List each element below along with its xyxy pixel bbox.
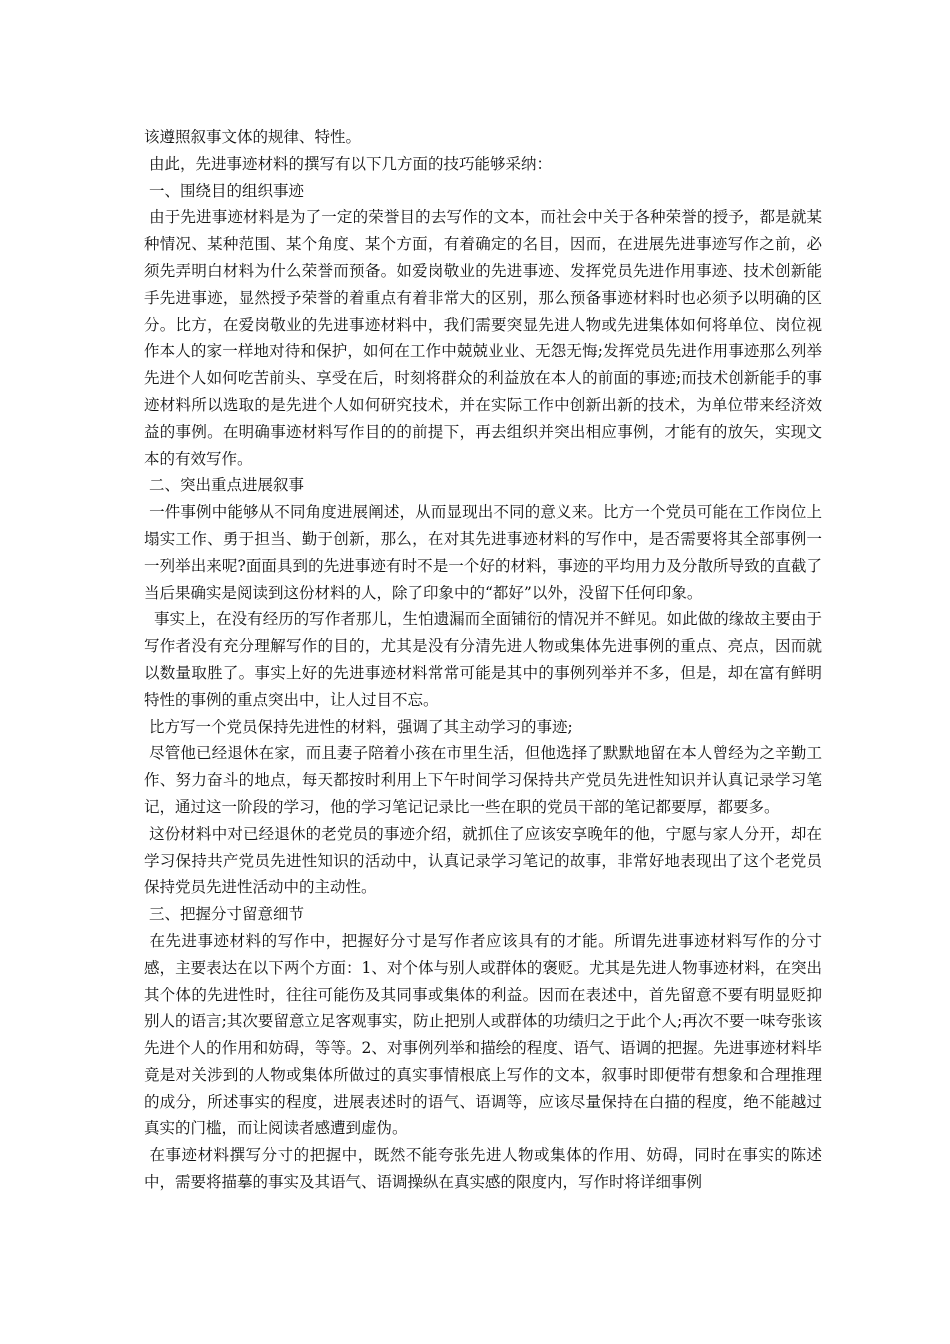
paragraph: 由于先进事迹材料是为了一定的荣誉目的去写作的文本，而社会中关于各种荣誉的授予，都是就某种情况、某种范围、某个角度、某个方面，有着确定的名目，因而，在进展先进事迹写作之前，必须先弄明白材料为什么荣誉而预备。如爱岗敬业的先进事迹、发挥党员先进作用事迹、技术创新能手先进事迹，显然授予荣誉的着重点有着非常大的区别，那么预备事迹材料时也必须予以明确的区分。比方，在爱岗敬业的先进事迹材料中，我们需要突显先进人物或先进集体如何将单位、岗位视作本人的家一样地对待和保护，如何在工作中兢兢业业、无怨无悔;发挥党员先进作用事迹那么列举先进个人如何吃苦前头、享受在后，时刻将群众的利益放在本人的前面的事迹;而技术创新能手的事迹材料所以选取的是先进个人如何研究技术，并在实际工作中创新出新的技术，为单位带来经济效益的事例。在明确事迹材料写作目的的前提下，再去组织并突出相应事例，才能有的放矢，实现文本的有效写作。	[144, 208, 822, 468]
document-body	[144, 124, 822, 1196]
paragraph: 事实上，在没有经历的写作者那儿，生怕遗漏而全面铺衍的情况并不鲜见。如此做的缘故主要由于写作者没有充分理解写作的目的，尤其是没有分清先进人物或集体先进事例的重点、亮点，因而就以数量取胜了。事实上好的先进事迹材料常常可能是其中的事例列举并不多，但是，却在富有鲜明特性的事例的重点突出中，让人过目不忘。	[144, 610, 822, 709]
section-heading: 二、突出重点进展叙事	[144, 476, 304, 495]
paragraph: 该遵照叙事文体的规律、特性。	[144, 128, 362, 146]
paragraph: 一件事例中能够从不同角度进展阐述，从而显现出不同的意义来。比方一个党员可能在工作岗位上塌实工作、勇于担当、勤于创新，那么，在对其先进事迹材料的写作中，是否需要将其全部事例一一列举出来呢?面面具到的先进事迹有时不是一个好的材料，事迹的平均用力及分散所导致的直截了当后果确实是阅读到这份材料的人，除了印象中的“都好”以外，没留下任何印象。	[144, 503, 822, 602]
paragraph: 比方写一个党员保持先进性的材料，强调了其主动学习的事迹;	[144, 717, 573, 736]
paragraph: 尽管他已经退休在家，而且妻子陪着小孩在市里生活，但他选择了默默地留在本人曾经为之辛勤工作、努力奋斗的地点，每天都按时利用上下午时间学习保持共产党员先进性知识并认真记录学习笔记，通过这一阶段的学习，他的学习笔记记录比一些在职的党员干部的笔记都要厚，都要多。	[144, 744, 822, 816]
paragraph: 在事迹材料撰写分寸的把握中，既然不能夸张先进人物或集体的作用、妨碍，同时在事实的陈述中，需要将描摹的事实及其语气、语调操纵在真实感的限度内，写作时将详细事例	[144, 1146, 822, 1192]
section-heading: 三、把握分寸留意细节	[144, 905, 304, 924]
paragraph: 这份材料中对已经退休的老党员的事迹介绍，就抓住了应该安享晚年的他，宁愿与家人分开，却在学习保持共产党员先进性知识的活动中，认真记录学习笔记的故事，非常好地表现出了这个老党员保持党员先进性活动中的主动性。	[144, 824, 822, 897]
section-heading: 一、围绕目的组织事迹	[144, 181, 304, 200]
paragraph: 由此，先进事迹材料的撰写有以下几方面的技巧能够采纳：	[144, 154, 552, 173]
paragraph: 在先进事迹材料的写作中，把握好分寸是写作者应该具有的才能。所谓先进事迹材料写作的分寸感，主要表达在以下两个方面：1、对个体与别人或群体的褒贬。尤其是先进人物事迹材料，在突出其个体的先进性时，往往可能伤及其同事或集体的利益。因而在表述中，首先留意不要有明显贬抑别人的语言;其次要留意立足客观事实，防止把别人或群体的功绩归之于此个人;再次不要一味夸张该先进个人的作用和妨碍，等等。2、对事例列举和描绘的程度、语气、语调的把握。先进事迹材料毕竟是对关涉到的人物或集体所做过的真实事情根底上写作的文本，叙事时即便带有想象和合理推理的成分，所述事实的程度，进展表述时的语气、语调等，应该尽量保持在白描的程度，绝不能越过真实的门槛，而让阅读者感遭到虚伪。	[144, 931, 822, 1138]
